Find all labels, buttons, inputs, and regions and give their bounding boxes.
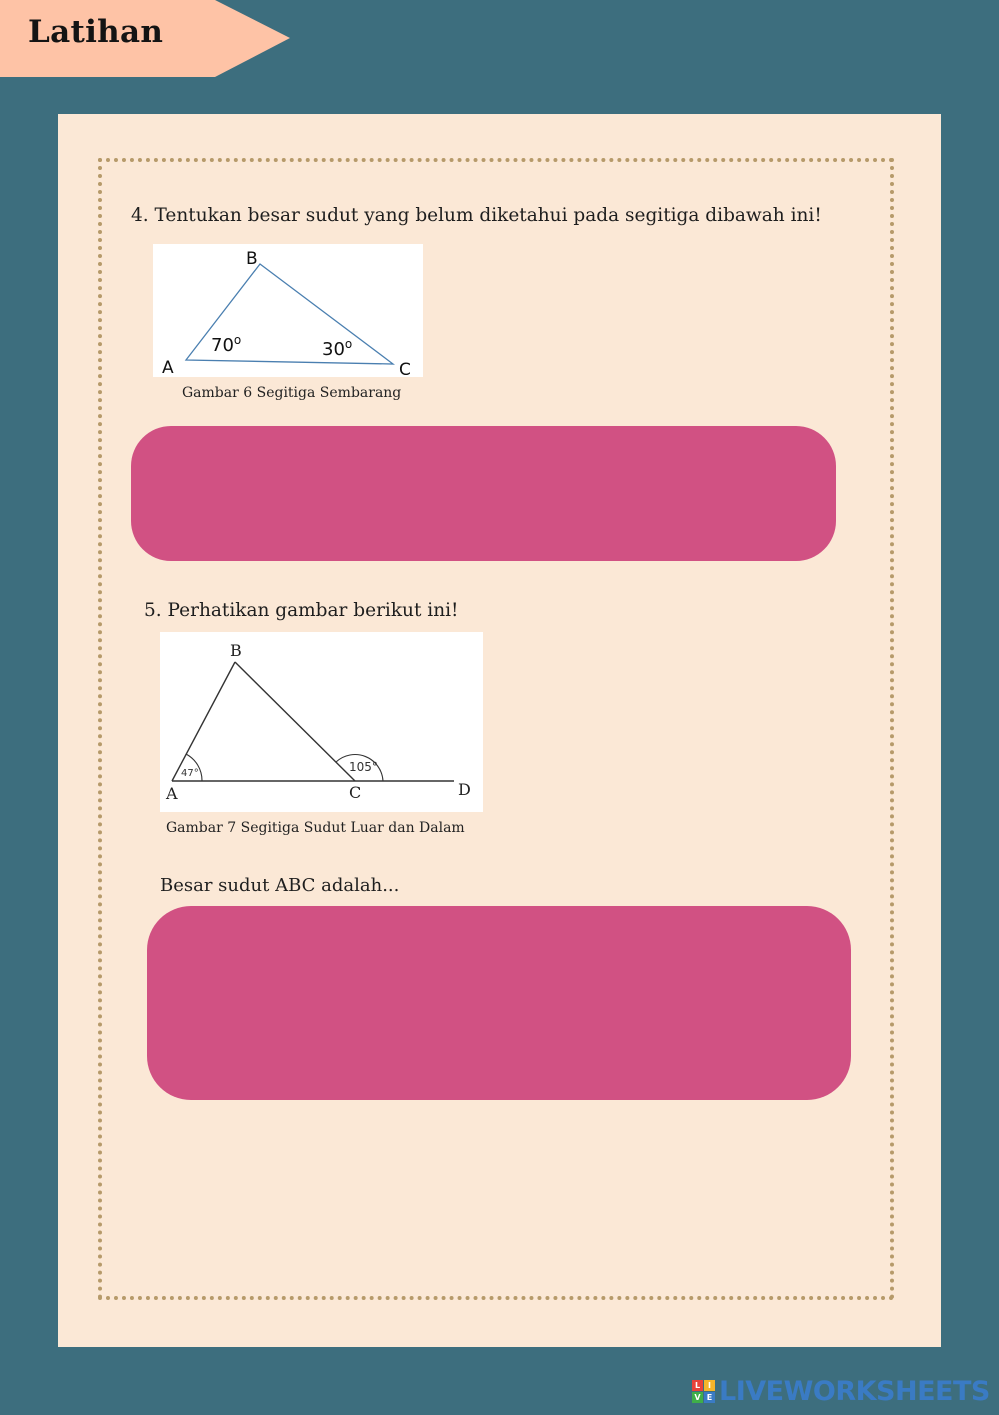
- side-bc: [235, 662, 355, 781]
- figure-triangle-exterior-angle: [160, 632, 483, 812]
- figure-triangle-abc: [153, 244, 423, 377]
- figure-7-caption: Gambar 7 Segitiga Sudut Luar dan Dalam: [166, 820, 465, 836]
- vertex-a-label: A: [162, 358, 174, 377]
- side-ab: [172, 662, 235, 781]
- question-5-prompt: Besar sudut ABC adalah...: [160, 875, 400, 896]
- vertex-a-label: A: [166, 784, 178, 803]
- vertex-b-label: B: [230, 641, 242, 660]
- angle-a-label: 47°: [181, 768, 199, 779]
- vertex-d-label: D: [458, 780, 471, 799]
- question-4-text: 4. Tentukan besar sudut yang belum diketahui pada segitiga dibawah ini!: [131, 205, 822, 226]
- vertex-c-label: C: [349, 783, 362, 802]
- question-5-text: 5. Perhatikan gambar berikut ini!: [144, 600, 459, 621]
- answer-box-question-4[interactable]: [131, 426, 836, 561]
- answer-box-question-5[interactable]: [147, 906, 851, 1100]
- exterior-angle-svg: [160, 632, 483, 812]
- vertex-b-label: B: [246, 249, 258, 269]
- page-title: Latihan: [28, 14, 164, 50]
- logo-tiles-icon: [692, 1380, 715, 1403]
- angle-a-label: 70$^o$: [211, 333, 242, 356]
- angle-c-label: 30$^o$: [322, 337, 353, 360]
- liveworksheets-logo[interactable]: [692, 1377, 990, 1405]
- logo-tile-l: L: [692, 1380, 703, 1391]
- logo-tile-v: V: [692, 1392, 703, 1403]
- logo-text: LIVEWORKSHEETS: [719, 1375, 990, 1407]
- figure-6-caption: Gambar 6 Segitiga Sembarang: [182, 385, 402, 401]
- triangle-svg: [153, 244, 423, 377]
- logo-tile-i: I: [704, 1380, 715, 1391]
- exterior-angle-label: 105°: [349, 760, 378, 774]
- logo-tile-e: E: [704, 1392, 715, 1403]
- vertex-c-label: C: [399, 360, 411, 377]
